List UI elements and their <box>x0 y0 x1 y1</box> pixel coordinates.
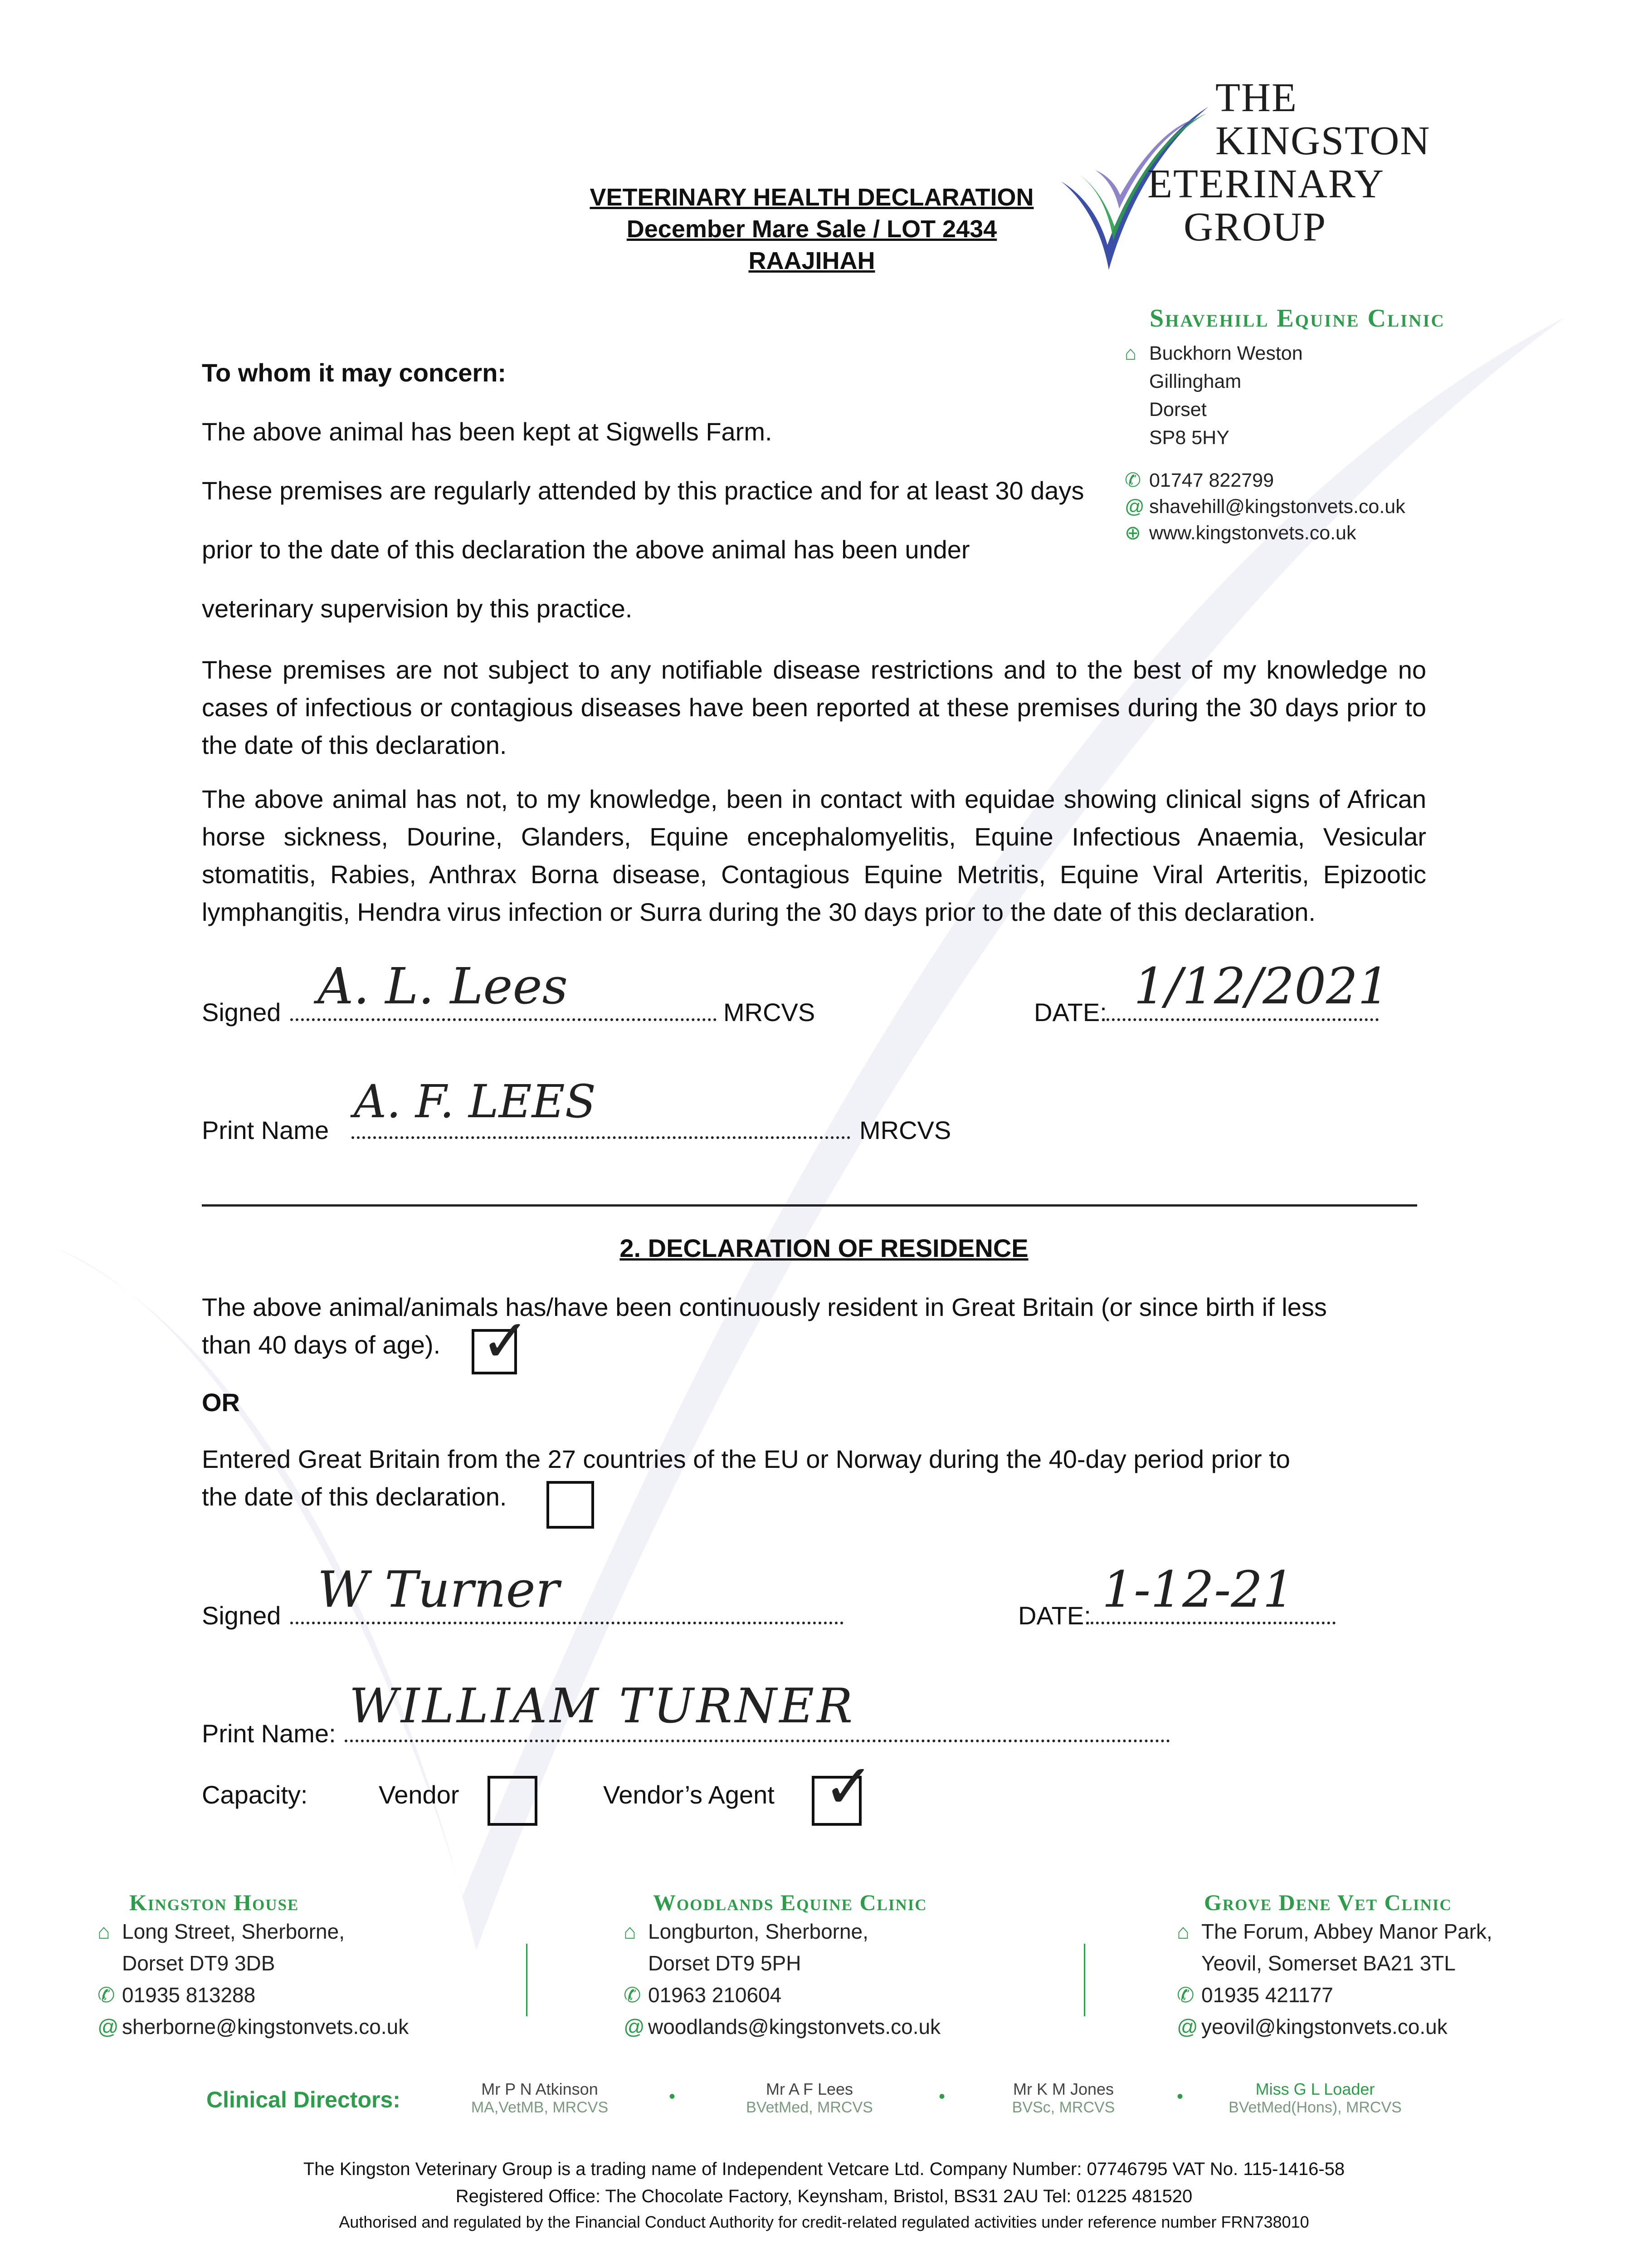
address-line: Buckhorn Weston <box>1149 342 1303 364</box>
office-email-row <box>98 2011 551 2043</box>
logo-line-1: THE <box>1215 75 1297 120</box>
office-grove-dene <box>1177 1889 1630 2043</box>
header-web[interactable]: www.kingstonvets.co.uk <box>1149 522 1356 544</box>
director-separator-dot: • <box>939 2087 946 2107</box>
option1-check-mark: ✓ <box>481 1308 530 1374</box>
office-divider <box>1084 1944 1085 2016</box>
salutation: To whom it may concern: <box>202 358 507 387</box>
title-line-1: VETERINARY HEALTH DECLARATION <box>590 184 1034 211</box>
print-name-label-2: Print Name: <box>202 1719 336 1748</box>
office-email[interactable]: yeovil@kingstonvets.co.uk <box>1201 2015 1448 2038</box>
director-quals: BVetMed, MRCVS <box>746 2099 873 2116</box>
home-icon: ⌂ <box>1177 1920 1190 1943</box>
director-quals: MA,VetMB, MRCVS <box>471 2099 609 2116</box>
director <box>696 2080 923 2116</box>
mrcvs-label-2: MRCVS <box>859 1116 951 1144</box>
home-icon: ⌂ <box>624 1920 636 1943</box>
date-line-2 <box>1091 1622 1336 1624</box>
email-icon: @ <box>1177 2015 1198 2038</box>
director-name: Mr K M Jones <box>1013 2080 1114 2098</box>
director <box>426 2080 653 2116</box>
paragraph-attended-1: These premises are regularly attended by this practice and for at least 30 days <box>202 476 1084 505</box>
office-line-1: Long Street, Sherborne, <box>122 1920 345 1943</box>
office-phone: 01935 813288 <box>122 1983 256 2007</box>
office-phone-row <box>624 1979 1077 2011</box>
footer-fca-line: Authorised and regulated by the Financial Conduct Authority for credit-related regulated activities under reference number FRN738010 <box>339 2213 1309 2231</box>
logo-line-3: ETERINARY <box>1147 161 1385 206</box>
email-icon: @ <box>1125 496 1145 518</box>
clinical-directors-label: Clinical Directors: <box>206 2087 400 2112</box>
print-name-line-1 <box>351 1136 850 1139</box>
director <box>950 2080 1177 2116</box>
office-address-2: Dorset DT9 3DB <box>122 1951 275 1975</box>
director-name: Mr P N Atkinson <box>481 2080 598 2098</box>
header-email[interactable]: shavehill@kingstonvets.co.uk <box>1149 496 1405 518</box>
vet-print-name: A. F. LEES <box>354 1075 596 1128</box>
address-line: Dorset <box>1149 399 1207 420</box>
vendor-print-name: WILLIAM TURNER <box>349 1678 856 1734</box>
footer-company-line: The Kingston Veterinary Group is a trading name of Independent Vetcare Ltd. Company Number: 07746795 VAT No. 115-1416-58 <box>303 2159 1345 2179</box>
document-title <box>544 181 1079 277</box>
office-line-1: Longburton, Sherborne, <box>648 1920 868 1943</box>
office-address-1 <box>624 1916 1077 1947</box>
director-name: Miss G L Loader <box>1255 2080 1375 2098</box>
office-address-2: Yeovil, Somerset BA21 3TL <box>1201 1951 1456 1975</box>
email-icon: @ <box>98 2015 119 2038</box>
office-email-row <box>624 2011 1077 2043</box>
phone-icon: ✆ <box>1177 1983 1195 2007</box>
office-woodlands <box>624 1889 1077 2043</box>
logo-line-4: GROUP <box>1184 205 1327 249</box>
header-clinic-contact <box>1125 467 1497 546</box>
address-line: Gillingham <box>1149 371 1242 392</box>
phone-icon: ✆ <box>1125 469 1141 491</box>
option2-checkbox[interactable] <box>546 1481 594 1529</box>
paragraph-kept-at: The above animal has been kept at Sigwells Farm. <box>202 417 772 446</box>
phone-icon: ✆ <box>624 1983 641 2007</box>
section-divider <box>202 1204 1417 1207</box>
declaration-date-2: 1-12-21 <box>1102 1560 1295 1618</box>
header-clinic-name: Shavehill Equine Clinic <box>1150 304 1445 332</box>
mrcvs-label-1: MRCVS <box>723 998 815 1026</box>
office-phone-row <box>98 1979 551 2011</box>
home-icon: ⌂ <box>1125 342 1136 364</box>
office-phone-row <box>1177 1979 1630 2011</box>
office-name: Grove Dene Vet Clinic <box>1204 1890 1452 1915</box>
logo <box>1052 77 1506 277</box>
vendor-checkbox[interactable] <box>488 1776 537 1826</box>
globe-icon: ⊕ <box>1125 522 1141 544</box>
office-address-2: Dorset DT9 5PH <box>648 1951 801 1975</box>
title-line-2: December Mare Sale / LOT 2434 <box>626 215 997 243</box>
phone-icon: ✆ <box>98 1983 115 2007</box>
office-kingston-house <box>98 1889 551 2043</box>
paragraph-no-contact: The above animal has not, to my knowledge, been in contact with equidae showing clinical signs of African horse sickness, Dourine, Glanders, Equine encephalomyelitis, Equine Infectious Anaemia, Vesicular stomatitis, Rabies, Anthrax Borna disease, Contagious Equine Metritis, Equine Viral Arteritis, Epizootic lymphangitis, Hendra virus infection or Surra during the 30 days prior to the date of this declaration. <box>202 785 1426 926</box>
vet-signature: A. L. Lees <box>317 957 568 1015</box>
title-line-3: RAAJIHAH <box>748 247 875 274</box>
signed-label-2: Signed <box>202 1601 281 1630</box>
logo-line-2: KINGSTON <box>1215 118 1431 163</box>
or-label: OR <box>202 1388 240 1417</box>
date-label-2: DATE: <box>1018 1601 1091 1630</box>
director-separator-dot: • <box>669 2087 676 2107</box>
option2-line-2: the date of this declaration. <box>202 1482 507 1511</box>
office-divider <box>526 1944 527 2016</box>
declaration-date-1: 1/12/2021 <box>1134 957 1390 1015</box>
email-icon: @ <box>624 2015 645 2038</box>
office-email[interactable]: woodlands@kingstonvets.co.uk <box>648 2015 941 2038</box>
signed-label-1: Signed <box>202 998 281 1026</box>
option1-line-1: The above animal/animals has/have been continuously resident in Great Britain (or since birth if less <box>202 1293 1327 1321</box>
option2-line-1: Entered Great Britain from the 27 countries of the EU or Norway during the 40-day period prior to <box>202 1445 1290 1473</box>
vendors-agent-label: Vendor’s Agent <box>603 1780 775 1809</box>
capacity-label: Capacity: <box>202 1780 308 1809</box>
signature-line-2 <box>290 1622 844 1624</box>
print-name-label-1: Print Name <box>202 1116 329 1144</box>
paragraph-attended-3: veterinary supervision by this practice. <box>202 594 633 623</box>
office-name: Woodlands Equine Clinic <box>653 1890 927 1915</box>
director-quals: BVSc, MRCVS <box>1012 2099 1115 2116</box>
office-phone: 01963 210604 <box>648 1983 782 2007</box>
vendor-signature: W Turner <box>317 1560 560 1618</box>
director-separator-dot: • <box>1177 2087 1184 2107</box>
date-label-1: DATE: <box>1034 998 1107 1026</box>
office-address-1 <box>98 1916 551 1947</box>
office-line-1: The Forum, Abbey Manor Park, <box>1201 1920 1492 1943</box>
vendors-agent-check-mark: ✓ <box>823 1752 875 1821</box>
vendor-label: Vendor <box>379 1780 459 1809</box>
residence-heading: 2. DECLARATION OF RESIDENCE <box>619 1234 1029 1262</box>
office-email[interactable]: sherborne@kingstonvets.co.uk <box>122 2015 409 2038</box>
office-name: Kingston House <box>129 1890 299 1915</box>
signature-line-1 <box>290 1018 717 1021</box>
director <box>1179 2080 1451 2116</box>
paragraph-attended-2: prior to the date of this declaration the above animal has been under <box>202 535 970 564</box>
paragraph-no-restrictions: These premises are not subject to any notifiable disease restrictions and to the best of my knowledge no cases of infectious or contagious diseases have been reported at these premises during the 30 days prior to the date of this declaration. <box>202 655 1426 759</box>
header-clinic-address <box>1125 339 1442 452</box>
director-quals: BVetMed(Hons), MRCVS <box>1229 2099 1402 2116</box>
office-phone: 01935 421177 <box>1201 1983 1333 2007</box>
header-phone: 01747 822799 <box>1149 469 1274 491</box>
footer-registered-office: Registered Office: The Chocolate Factory, Keynsham, Bristol, BS31 2AU Tel: 01225 481520 <box>455 2186 1193 2206</box>
option1-line-2: than 40 days of age). <box>202 1330 441 1359</box>
date-line-1 <box>1107 1018 1379 1021</box>
print-name-line-2 <box>345 1740 1170 1742</box>
office-email-row <box>1177 2011 1630 2043</box>
director-name: Mr A F Lees <box>765 2080 853 2098</box>
address-line: SP8 5HY <box>1149 427 1229 449</box>
home-icon: ⌂ <box>98 1920 110 1943</box>
office-address-1 <box>1177 1916 1630 1947</box>
